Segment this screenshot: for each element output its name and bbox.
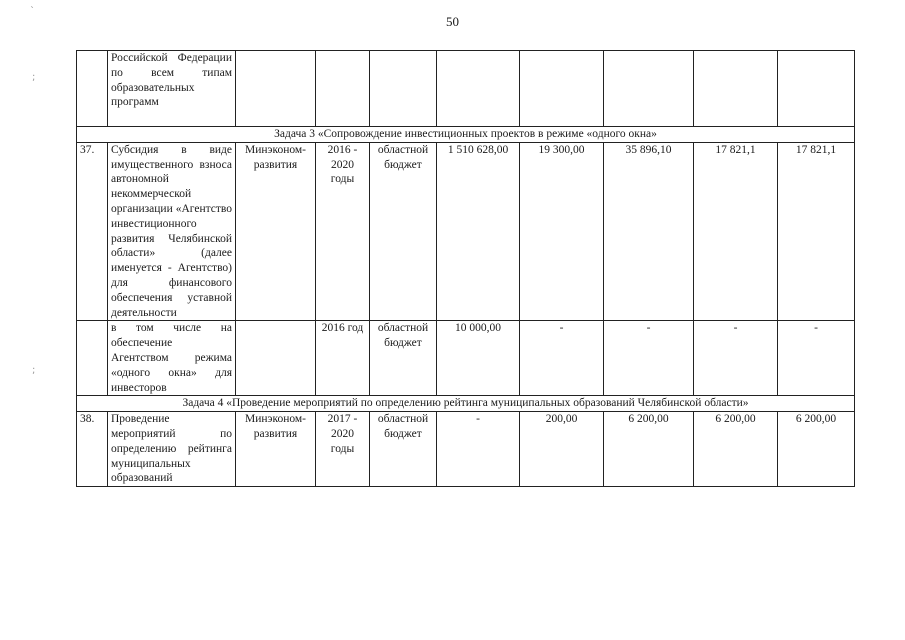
cell-value: - (520, 321, 604, 396)
cell-executor: Минэконом-развития (236, 142, 316, 321)
budget-table (76, 50, 855, 487)
cell-number: 37. (77, 142, 108, 321)
task-heading: Задача 4 «Проведение мероприятий по определению рейтинга муниципальных образований Челябинской области» (77, 396, 855, 412)
cell-value: 17 821,1 (694, 142, 778, 321)
cell-description: в том числе на обеспечение Агентством режима «одного окна» для инвесторов (108, 321, 236, 396)
cell-source: областной бюджет (370, 412, 437, 487)
cell-number (77, 51, 108, 127)
cell-value: 200,00 (520, 412, 604, 487)
cell-period: 2017 - 2020 годы (316, 412, 370, 487)
cell-source (370, 51, 437, 127)
scan-mark: ; (32, 365, 36, 376)
cell-value: 6 200,00 (604, 412, 694, 487)
cell-value (778, 51, 855, 127)
cell-value: - (778, 321, 855, 396)
table-row (77, 51, 855, 127)
task-heading: Задача 3 «Сопровождение инвестиционных проектов в режиме «одного окна» (77, 127, 855, 143)
cell-period: 2016 год (316, 321, 370, 396)
cell-total (437, 51, 520, 127)
table-row (77, 142, 855, 321)
cell-period: 2016 - 2020 годы (316, 142, 370, 321)
scan-mark: ` (30, 6, 35, 17)
cell-value: 35 896,10 (604, 142, 694, 321)
cell-executor: Минэконом-развития (236, 412, 316, 487)
scan-mark: ; (32, 72, 36, 83)
cell-value (604, 51, 694, 127)
task-row (77, 396, 855, 412)
cell-executor (236, 321, 316, 396)
cell-number: 38. (77, 412, 108, 487)
cell-period (316, 51, 370, 127)
cell-value: - (694, 321, 778, 396)
cell-total: - (437, 412, 520, 487)
cell-description: Проведение мероприятий по определению рейтинга муниципальных образований (108, 412, 236, 487)
cell-source: областной бюджет (370, 142, 437, 321)
cell-value: 19 300,00 (520, 142, 604, 321)
cell-value: - (604, 321, 694, 396)
cell-value: 6 200,00 (778, 412, 855, 487)
table-row (77, 412, 855, 487)
page-number: 50 (446, 14, 459, 29)
cell-value: 6 200,00 (694, 412, 778, 487)
cell-total: 10 000,00 (437, 321, 520, 396)
cell-description: Российской Федерации по всем типам образовательных программ (108, 51, 236, 127)
cell-value (520, 51, 604, 127)
table-row (77, 321, 855, 396)
cell-source: областной бюджет (370, 321, 437, 396)
cell-total: 1 510 628,00 (437, 142, 520, 321)
task-row (77, 127, 855, 143)
cell-executor (236, 51, 316, 127)
cell-description: Субсидия в виде имущественного взноса автономной некоммерческой организации «Агентство инвестиционного развития Челябинской области» (далее именуется - Агентство) для финансового обеспечения уставной деятельности (108, 142, 236, 321)
cell-value: 17 821,1 (778, 142, 855, 321)
cell-value (694, 51, 778, 127)
cell-number (77, 321, 108, 396)
